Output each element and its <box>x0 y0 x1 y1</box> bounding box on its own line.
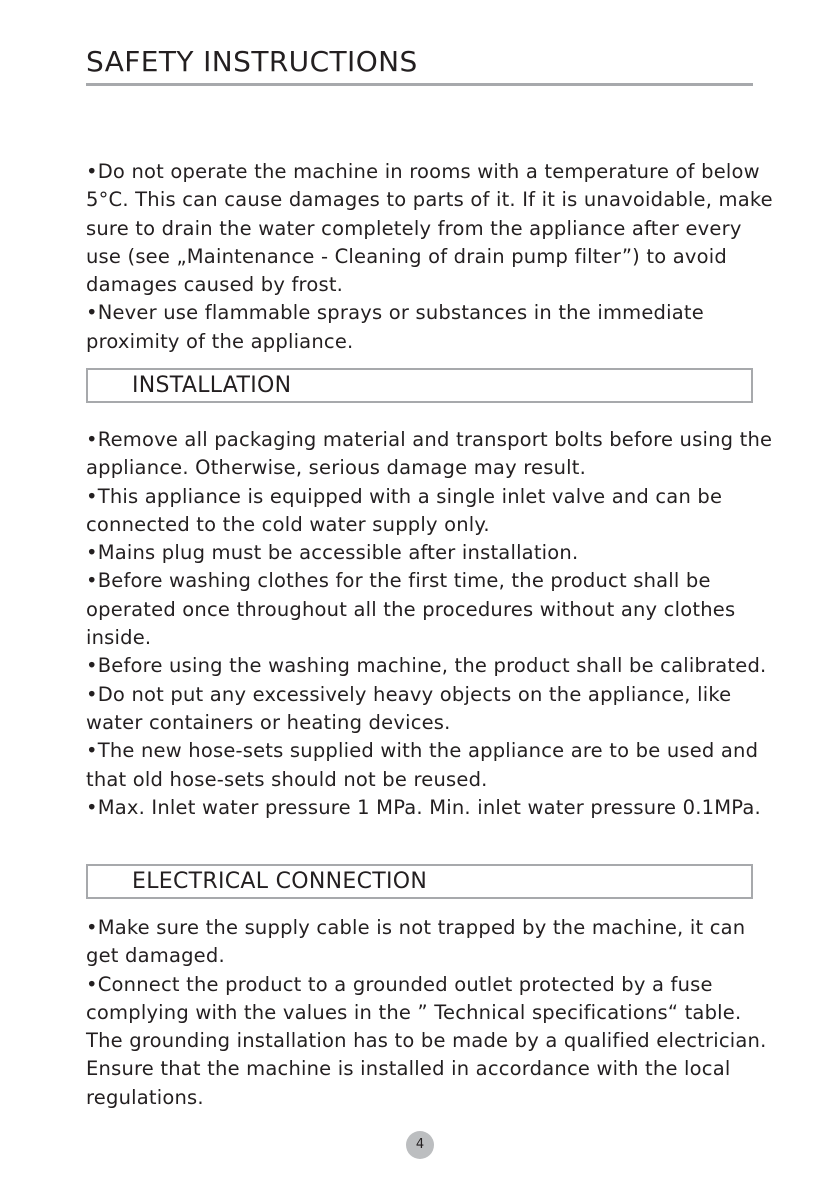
installation-paragraph-water-pressure: •Max. Inlet water pressure 1 MPa. Min. inlet water pressure 0.1MPa. <box>86 795 761 819</box>
title-divider <box>86 83 753 86</box>
electrical-heading: ELECTRICAL CONNECTION <box>132 869 428 894</box>
safety-paragraph-flammable: •Never use flammable sprays or substances in the immediate proximity of the appliance. <box>86 301 704 353</box>
installation-paragraph-mains-plug: •Mains plug must be accessible after installation. <box>86 541 579 565</box>
installation-paragraph-calibration: •Before using the washing machine, the product shall be calibrated. <box>86 654 767 678</box>
page-title: SAFETY INSTRUCTIONS <box>86 45 418 78</box>
installation-paragraph-hose-sets: •The new hose-sets supplied with the appliance are to be used and that old hose-sets should not be reused. <box>86 739 759 791</box>
electrical-paragraph-grounding: •Connect the product to a grounded outlet protected by a fuse complying with the values in the ” Technical specifications“ table. The grounding installation has to be made by a qualified electrician. Ensure that the machine is installed in accordance with the local regulations. <box>86 972 767 1109</box>
installation-section <box>86 426 776 822</box>
electrical-paragraph-supply-cable: •Make sure the supply cable is not trapped by the machine, it can get damaged. <box>86 916 746 968</box>
electrical-section <box>86 914 776 1112</box>
installation-paragraph-heavy-objects: •Do not put any excessively heavy objects on the appliance, like water containers or heating devices. <box>86 682 732 734</box>
installation-heading: INSTALLATION <box>132 373 292 398</box>
installation-paragraph-first-wash: •Before washing clothes for the first time, the product shall be operated once throughout all the procedures without any clothes inside. <box>86 569 736 650</box>
installation-paragraph-packaging: •Remove all packaging material and transport bolts before using the appliance. Otherwise, serious damage may result. <box>86 428 773 480</box>
page-number-badge: 4 <box>406 1131 434 1159</box>
installation-paragraph-inlet-valve: •This appliance is equipped with a single inlet valve and can be connected to the cold water supply only. <box>86 484 723 536</box>
safety-paragraph-temperature: •Do not operate the machine in rooms with a temperature of below 5°C. This can cause damages to parts of it. If it is unavoidable, make sure to drain the water completely from the appliance after every use (see „Maintenance - Cleaning of drain pump filter”) to avoid damages caused by frost. <box>86 160 773 297</box>
electrical-heading-box <box>86 864 753 899</box>
safety-section <box>86 158 776 356</box>
installation-heading-box <box>86 368 753 403</box>
